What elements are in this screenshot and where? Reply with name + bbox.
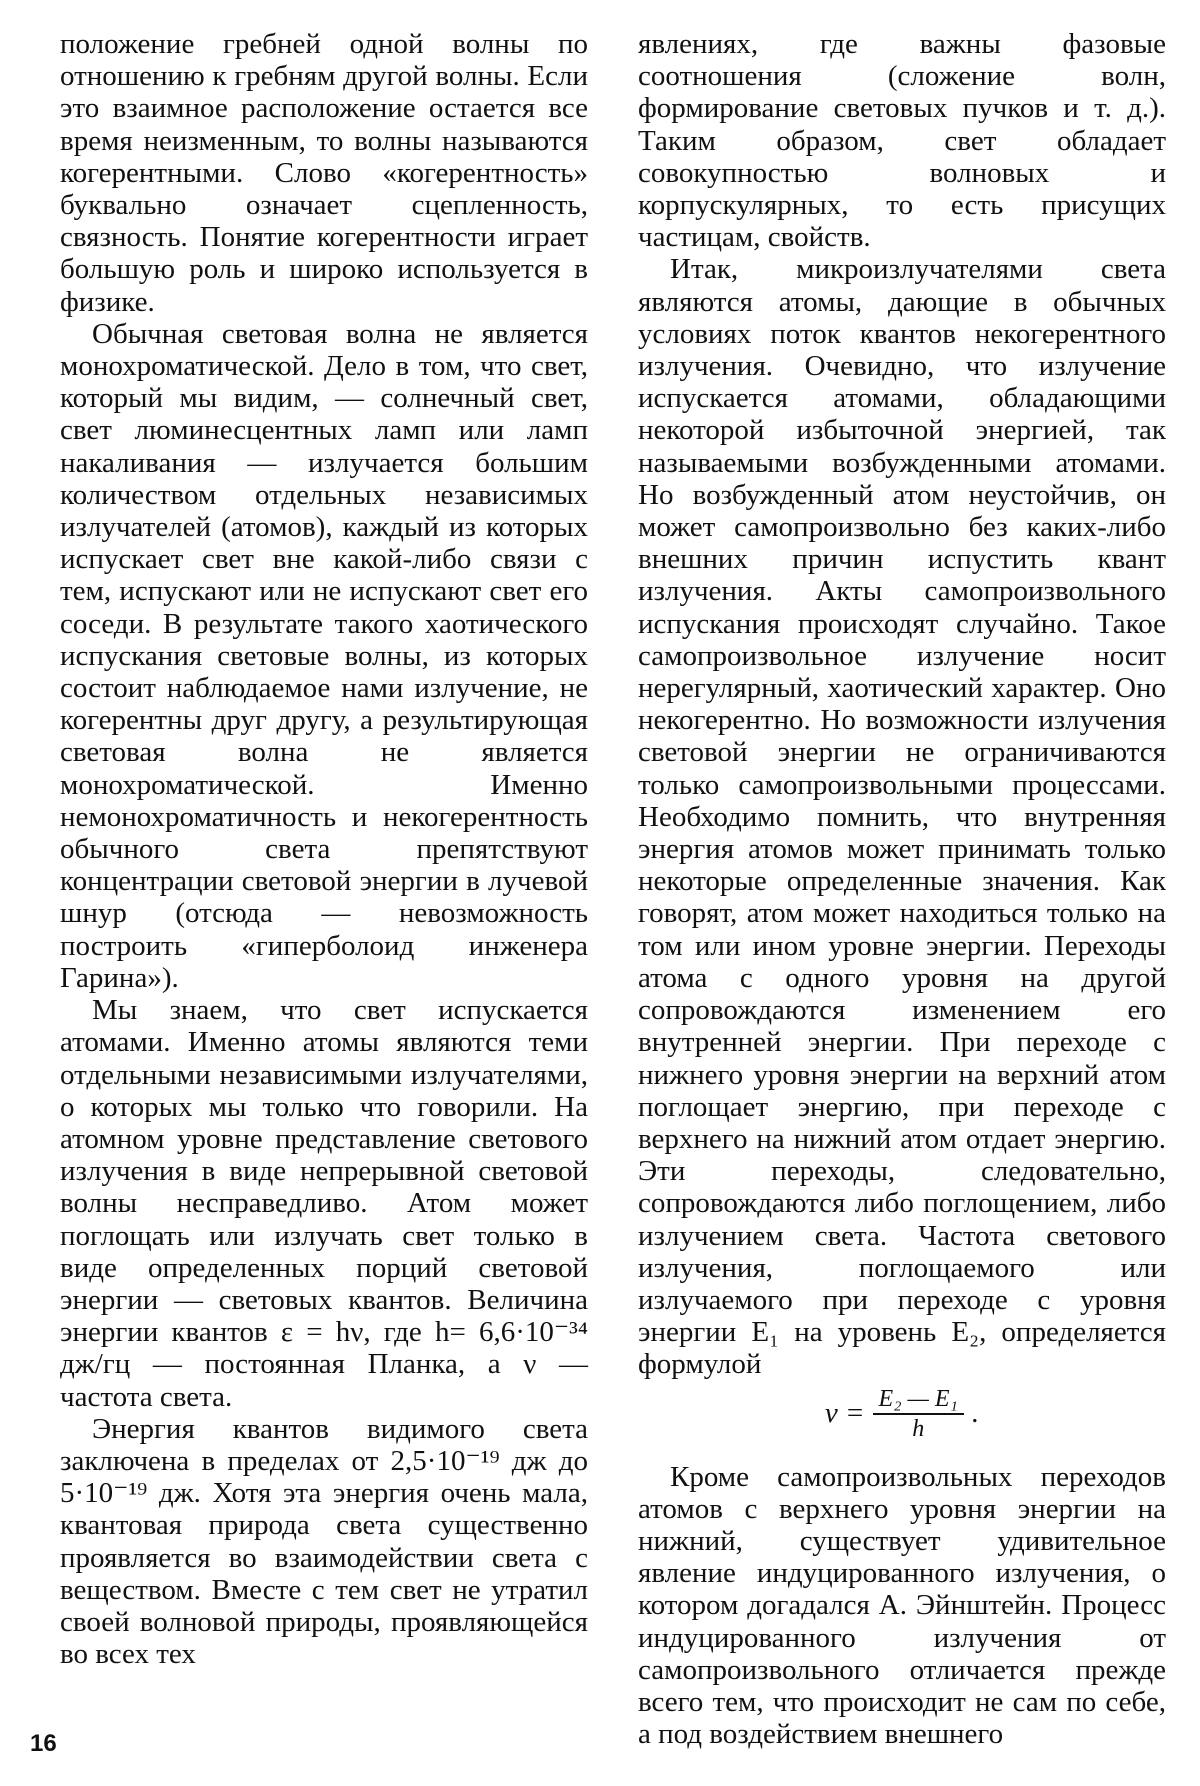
paragraph: Итак, микроизлучателями света являются атомы, дающие в обычных условиях поток квантов некогерентного излучения. Очевидно, что излучение испускается атомами, обладающими некоторой избыточной энергией, так называемыми возбужденными атомами. Но возбужденный атом неустойчив, он может самопроизвольно без каких-либо внешних причин испустить квант излучения. Акты самопроизвольного испускания происходят случайно. Такое самопроизвольное излучение носит нерегулярный, хаотический характер. Оно некогерентно. Но возможности излучения световой энергии не ограничиваются только самопроизвольными процессами. Необходимо помнить, что внутренняя энергия атомов может принимать только некоторые определенные значения. Как говорят, атом может находиться только на том или ином уровне энергии. Переходы атома с одного уровня на другой сопровождаются изменением его внутренней энергии. При переходе с нижнего уровня энергии на верхний атом поглощает энергию, при переходе с верхнего на нижний атом отдает энергию. Эти переходы, следовательно, сопровождаются либо поглощением, либо излучением света. Частота светового излучения, поглощаемого или излучаемого при переходе с уровня энергии E₁ на уровень E₂, определяется формулой: [638, 253, 1166, 1381]
paragraph: Кроме самопроизвольных переходов атомов с верхнего уровня энергии на нижний, существует удивительное явление индуцированного излучения, о котором догадался А. Эйнштейн. Процесс индуцированного излучения от самопроизвольного отличается прежде всего тем, что происходит не сам по себе, а под воздействием внешнего: [638, 1460, 1166, 1751]
formula-denominator: h: [912, 1415, 925, 1442]
formula-numerator: E₂ — E₁: [873, 1385, 964, 1415]
paragraph: явлениях, где важны фазовые соотношения (сложение волн, формирование световых пучков и т. д.). Таким образом, свет обладает совокупностью волновых и корпускулярных, то есть присущих частицам, свойств.: [638, 28, 1166, 254]
formula-tail: .: [971, 1397, 980, 1430]
right-column: [638, 28, 1166, 1750]
formula-lhs: ν =: [824, 1397, 865, 1430]
paragraph: положение гребней одной волны по отношению к гребням другой волны. Если это взаимное расположение остается все время неизменным, то волны называются когерентными. Слово «когерентность» буквально означает сцепленность, связность. Понятие когерентности играет большую роль и широко используется в физике.: [60, 28, 588, 318]
paragraph: Обычная световая волна не является монохроматической. Дело в том, что свет, который мы видим, — солнечный свет, свет люминесцентных ламп или ламп накаливания — излучается большим количеством отдельных независимых излучателей (атомов), каждый из которых испускает свет вне какой-либо связи с тем, испускают или не испускают свет его соседи. В результате такого хаотического испускания световые волны, из которых состоит наблюдаемое нами излучение, не когерентны друг другу, а результирующая световая волна не является монохроматической. Именно немонохроматичность и некогерентность обычного света препятствуют концентрации световой энергии в лучевой шнур (отсюда — невозможность построить «гиперболоид инженера Гарина»).: [60, 317, 588, 994]
page-number: 16: [30, 1730, 57, 1757]
frequency-formula: [638, 1385, 1166, 1443]
formula-fraction: [873, 1385, 964, 1443]
paragraph: Энергия квантов видимого света заключена в пределах от 2,5·10⁻¹⁹ дж до 5·10⁻¹⁹ дж. Хотя эта энергия очень мала, квантовая природа света существенно проявляется во взаимодействии света с веществом. Вместе с тем свет не утратил своей волновой природы, проявляющейся во всех тех: [60, 1412, 588, 1671]
left-column: [60, 28, 588, 1670]
paragraph: Мы знаем, что свет испускается атомами. Именно атомы являются теми отдельными независимыми излучателями, о которых мы только что говорили. На атомном уровне представление светового излучения в виде непрерывной световой волны несправедливо. Атом может поглощать или излучать свет только в виде определенных порций световой энергии — световых квантов. Величина энергии квантов ε = hν, где h= 6,6·10⁻³⁴ дж/гц — постоянная Планка, а ν — частота света.: [60, 994, 588, 1413]
